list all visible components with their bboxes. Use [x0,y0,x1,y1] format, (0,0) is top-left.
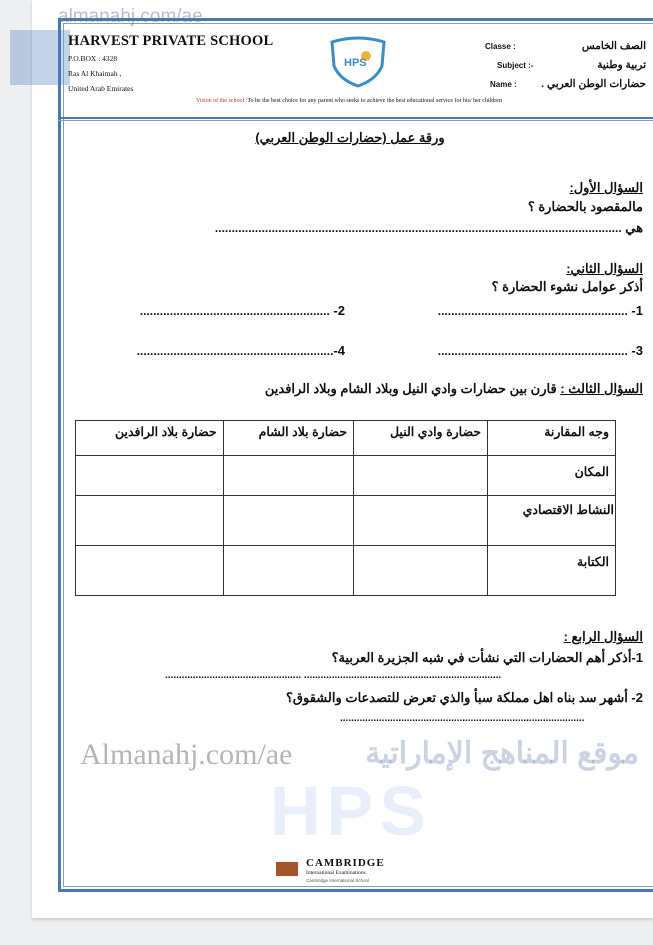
table-cell[interactable] [223,496,354,546]
col-header: حضارة وادي النيل [354,421,488,456]
row-label: الكتابة [488,546,616,596]
cambridge-brand: CAMBRIDGE [306,857,385,869]
q2-question: أذكر عوامل نشوء الحضارة ؟ [491,279,643,294]
row-label: النشاط الاقتصادي [488,496,616,546]
table-cell[interactable] [354,456,488,496]
cambridge-sub1: International Examinations [306,870,366,876]
subject-value: تربية وطنية [597,59,646,71]
worksheet-title: ورقة عمل (حضارات الوطن العربي) [255,130,445,145]
pobox: P.O.BOX : 4328 [68,54,118,63]
table-cell[interactable] [76,456,224,496]
comparison-table [75,420,616,596]
header-separator [58,117,653,121]
q2-item-4[interactable]: 4-........................................................... [136,343,345,358]
table-cell[interactable] [76,546,224,596]
country: United Arab Emirates [68,84,134,93]
row-label: المكان [488,456,616,496]
q4-question-1: 1-أذكر أهم الحضارات التي نشأت في شبه الجزيرة العربية؟ [331,650,643,665]
city: Ras Al Khaimah , [68,69,122,78]
arabic-watermark: موقع المناهج الإماراتية [365,737,639,770]
q2-heading: السؤال الثاني: [566,261,643,276]
col-header: وجه المقارنة [488,421,616,456]
subject-label: Subject :- [497,61,534,70]
table-cell[interactable] [354,496,488,546]
q2-item-3[interactable]: 3- ......................................................... [437,343,643,358]
school-vision [196,97,502,105]
class-value: الصف الخامس [581,40,646,52]
q1-heading: السؤال الأول: [569,180,643,195]
center-watermark: Almanahj.com/ae [80,738,293,771]
q4-heading: السؤال الرابع : [563,629,643,644]
cambridge-crest-icon [276,862,298,876]
q3-prompt [265,381,643,397]
school-name: HARVEST PRIVATE SCHOOL [68,33,274,49]
site-watermark: almanahj.com/ae [58,6,203,27]
item-number: 4- [333,343,345,358]
q1-question: مالمقصود بالحضارة ؟ [527,199,643,214]
q3-question: قارن بين حضارات وادي النيل وبلاد الشام وبلاد الرافدين [264,381,557,396]
table-cell[interactable] [223,456,354,496]
q4-answer-line-1[interactable]: ................................................. ....................................................................... [165,670,502,681]
vision-label: Vision of the school : [196,98,248,104]
q4-question-2: 2- أشهر سد بناه اهل مملكة سبأ والذي تعرض للتصدعات والشقوق؟ [286,690,643,705]
q1-answer-line[interactable]: هي .......................................................................................................................... [214,220,643,235]
svg-text:HPS: HPS [344,57,367,69]
school-logo [326,36,390,88]
item-number: 2- [333,303,345,318]
item-number: 3- [631,343,643,358]
class-label: Classe : [485,42,516,51]
col-header: حضارة بلاد الشام [223,421,354,456]
q3-heading: السؤال الثالث : [560,381,643,396]
item-number: 1- [631,303,643,318]
q2-item-1[interactable]: 1- ......................................................... [437,303,643,318]
table-cell[interactable] [223,546,354,596]
q4-answer-line-2[interactable]: ........................................................................................ [340,713,585,724]
hps-background-watermark: HPS [270,772,432,850]
answer-prefix: هي [625,220,643,235]
name-value: حضارات الوطن العربي . [541,78,646,90]
table-cell[interactable] [354,546,488,596]
table-cell[interactable] [76,496,224,546]
col-header: حضارة بلاد الرافدين [76,421,224,456]
q2-item-2[interactable]: 2- ......................................................... [139,303,345,318]
cambridge-sub2: Cambridge International School [306,878,370,883]
vision-text: To be the best choice for any parent who seeks to achieve the best educational service for his/ her children [247,98,502,104]
name-label: Name : [490,80,517,89]
